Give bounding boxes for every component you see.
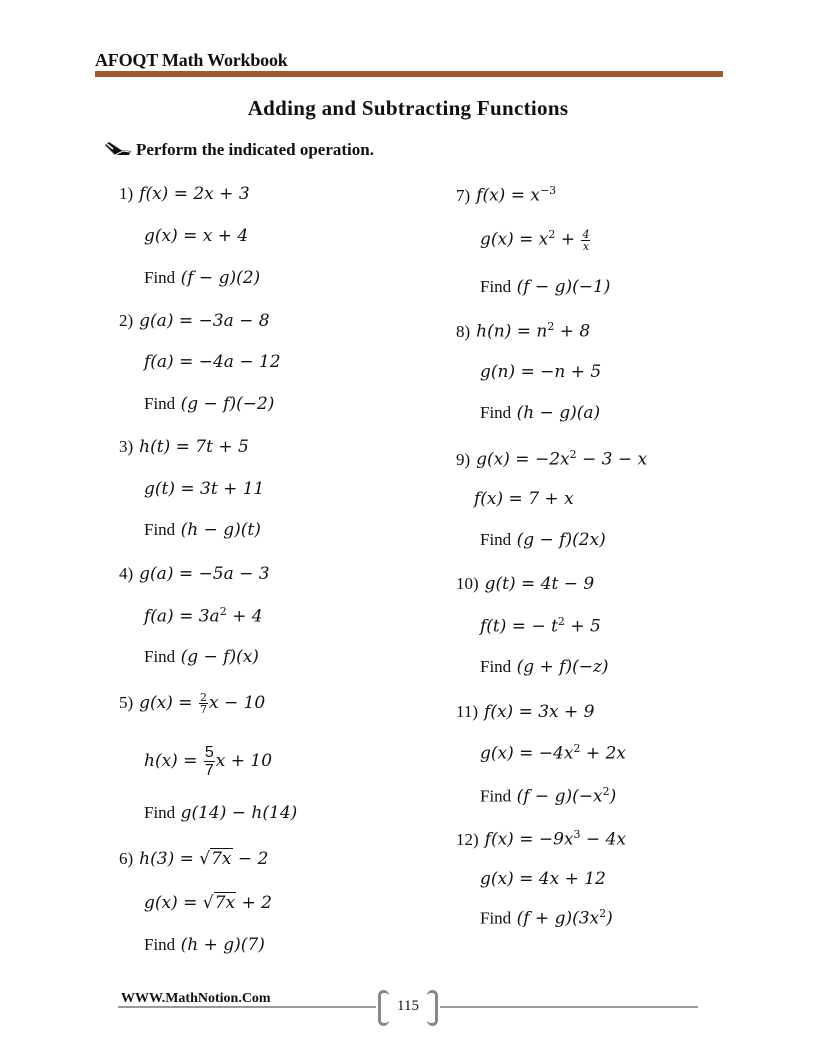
function-line: f(x) = 7 + x — [474, 489, 574, 509]
problem-number: 10) — [456, 574, 479, 593]
function-line-part: g(x) = −4x — [480, 743, 574, 764]
function-line-part: + 8 — [554, 321, 591, 342]
find-expression: (h + g)(7) — [180, 935, 265, 955]
function-line-part: x − 10 — [208, 693, 266, 713]
square-root: √7x — [199, 849, 232, 869]
find-label: Find — [144, 394, 176, 413]
find-expression: (h − g)(a) — [516, 403, 601, 423]
problem-number: 5) — [119, 693, 134, 712]
fraction-denominator: 7 — [204, 762, 214, 779]
function-line: h(t) = 7t + 5 — [139, 437, 249, 457]
radicand: 7x — [211, 849, 232, 869]
footer-divider-right — [440, 1006, 698, 1008]
left-bracket — [378, 990, 389, 1026]
function-line-part: x + 10 — [215, 751, 273, 771]
right-bracket — [427, 990, 438, 1026]
function-line-part: g(x) = — [144, 893, 203, 913]
function-line-part: + — [555, 229, 581, 250]
problem-number: 9) — [456, 449, 471, 469]
function-line-part: g(x) = — [139, 693, 198, 713]
find-expression: (g + f)(−z) — [516, 657, 609, 677]
problem-number: 6) — [119, 849, 134, 868]
header-divider — [95, 71, 723, 77]
find-label: Find — [480, 530, 512, 549]
fraction-numerator: 2 — [199, 691, 207, 704]
find-expression: (g − f)(−2) — [180, 394, 275, 414]
page-title: Adding and Subtracting Functions — [247, 96, 569, 120]
problem-number: 3) — [119, 437, 134, 456]
find-expression: (f − g)(−x — [516, 786, 603, 807]
find-expression-end: ) — [609, 786, 617, 807]
exponent: 2 — [599, 907, 607, 920]
exponent: 2 — [547, 320, 555, 333]
function-line: g(t) = 4t − 9 — [484, 574, 595, 594]
page-number-box — [378, 990, 438, 1022]
find-label: Find — [144, 268, 176, 287]
page-number: 115 — [397, 997, 419, 1014]
problem-number: 7) — [456, 185, 471, 205]
instruction — [103, 140, 374, 160]
function-line-part: + 4 — [226, 606, 263, 627]
find-expression: (h − g)(t) — [180, 520, 261, 540]
problem-number: 12) — [456, 829, 479, 849]
exponent: −3 — [539, 184, 557, 197]
fraction-numerator: 5 — [204, 744, 214, 761]
pencil-hand-icon — [103, 141, 133, 159]
fraction-denominator: x — [582, 239, 590, 253]
find-expression: (g − f)(2x) — [516, 530, 606, 550]
workbook-header-title: AFOQT Math Workbook — [95, 50, 288, 70]
find-label: Find — [144, 935, 176, 954]
function-line: g(x) = 4x + 12 — [480, 869, 606, 889]
footer-website: WWW.MathNotion.Com — [121, 991, 271, 1006]
exponent: 2 — [569, 448, 577, 461]
problem-number: 8) — [456, 321, 471, 341]
find-label: Find — [480, 277, 512, 296]
function-line-part: f(x) = −9x — [484, 829, 574, 850]
fraction-numerator: 4 — [582, 227, 590, 241]
function-line-part: + 2x — [580, 743, 626, 764]
problem-number: 4) — [119, 564, 134, 583]
find-expression: (f + g)(3x — [516, 908, 600, 929]
function-line: g(x) = x + 4 — [144, 226, 249, 246]
function-line-part: g(x) = −2x — [476, 449, 570, 470]
find-label: Find — [480, 403, 512, 422]
function-line-part: − 4x — [580, 829, 626, 850]
radicand: 7x — [214, 893, 236, 913]
function-line-part: h(n) = n — [476, 321, 548, 342]
square-root: √7x — [202, 893, 236, 913]
fraction — [199, 692, 208, 715]
function-line-part: f(x) = x — [476, 185, 540, 206]
fraction — [204, 744, 215, 779]
instruction-text: Perform the indicated operation. — [136, 140, 374, 159]
find-label: Find — [480, 786, 512, 806]
exponent: 2 — [573, 742, 581, 755]
find-label: Find — [144, 647, 176, 666]
exponent: 2 — [219, 605, 227, 618]
problem-number: 1) — [119, 184, 134, 203]
exponent: 2 — [557, 615, 565, 628]
function-line-part: + 5 — [564, 616, 601, 637]
function-line: g(n) = −n + 5 — [480, 362, 602, 382]
function-line: f(x) = 2x + 3 — [139, 184, 250, 204]
find-expression: (f − g)(−1) — [516, 277, 611, 297]
exponent: 3 — [573, 828, 581, 841]
function-line-part: − 3 − x — [576, 449, 648, 470]
function-line-part: g(x) = x — [480, 229, 549, 250]
problem-number: 11) — [456, 702, 479, 721]
function-line: g(a) = −5a − 3 — [139, 564, 270, 584]
function-line: f(x) = 3x + 9 — [484, 702, 595, 722]
find-label: Find — [144, 803, 176, 822]
function-line-part: + 2 — [236, 893, 272, 913]
fraction-denominator: 7 — [199, 703, 207, 716]
find-label: Find — [144, 520, 176, 539]
function-line: f(a) = −4a − 12 — [144, 352, 281, 372]
exponent: 2 — [602, 785, 610, 798]
problem-number: 2) — [119, 311, 134, 330]
function-line-part: − 2 — [232, 849, 269, 869]
find-label: Find — [480, 908, 512, 928]
footer-divider-left — [118, 1006, 376, 1008]
find-label: Find — [480, 657, 512, 676]
find-expression: (f − g)(2) — [180, 268, 261, 288]
exponent: 2 — [548, 228, 556, 241]
find-expression: g(14) − h(14) — [180, 803, 298, 823]
function-line-part: h(3) = — [139, 849, 200, 869]
function-line-part: f(t) = − t — [480, 616, 558, 637]
find-expression: (g − f)(x) — [180, 647, 259, 667]
function-line-part: h(x) = — [144, 751, 203, 771]
function-line: g(a) = −3a − 8 — [139, 311, 270, 331]
function-line-part: f(a) = 3a — [144, 606, 220, 627]
fraction — [581, 229, 590, 252]
find-expression-end: ) — [606, 908, 613, 929]
function-line: g(t) = 3t + 11 — [144, 479, 265, 499]
